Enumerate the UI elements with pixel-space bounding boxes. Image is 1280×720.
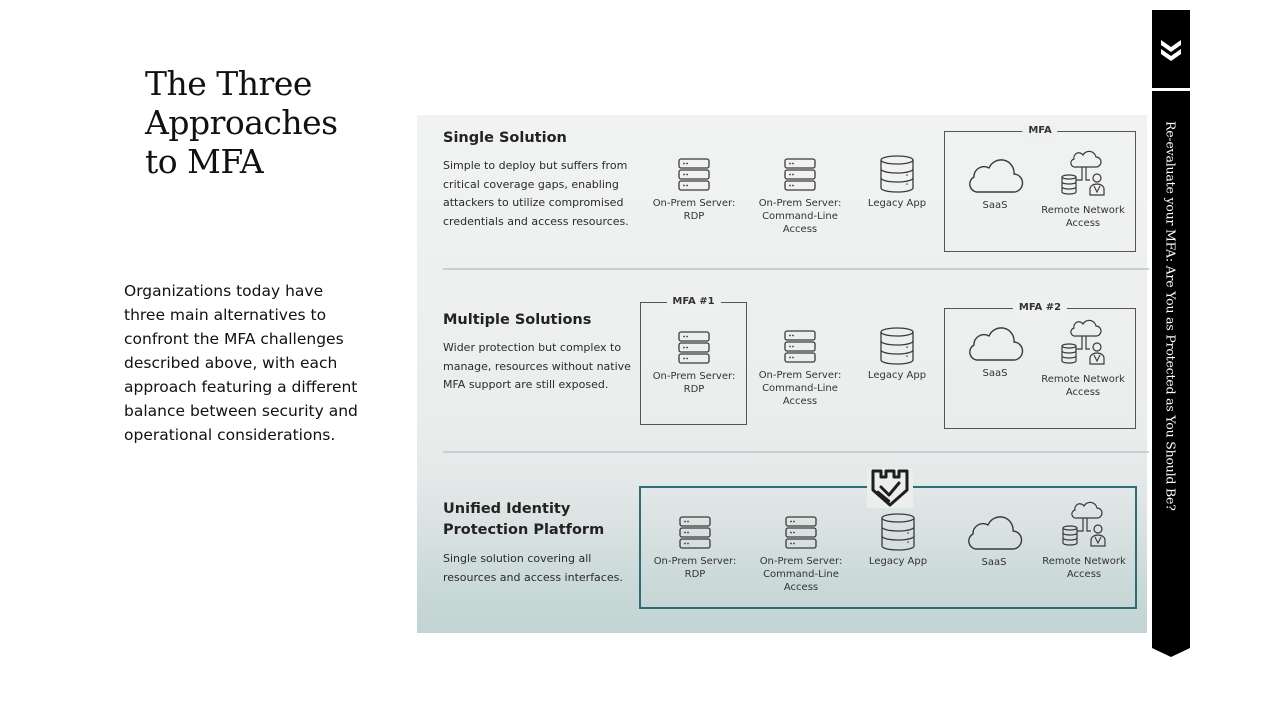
rdp-server-item: On-Prem Server: RDP [645,515,745,581]
cloud-icon [964,516,1024,552]
row-description: Wider protection but complex to manage, resources without native MFA support are still exposed. [443,341,631,391]
cli-server-item: On-Prem Server: Command-Line Access [751,515,851,594]
remote-network-item: Remote Network Access [1033,150,1133,230]
divider [443,451,1149,453]
server-icon [677,515,713,551]
row-description: Single solution covering all resources and access interfaces. [443,552,623,584]
row-single-solution [417,115,1147,268]
database-icon [879,327,915,365]
rdp-server-item: On-Prem Server: RDP [644,157,744,223]
cli-server-item: On-Prem Server: Command-Line Access [750,157,850,236]
mfa-1-box [640,296,747,425]
saas-item: SaaS [944,516,1044,569]
sidebar-title: Re-evaluate your MFA: Are You as Protected as You Should Be? [1163,121,1179,511]
remote-network-icon [1060,150,1106,200]
mfa-2-box [944,302,1136,429]
server-icon [782,157,818,193]
rdp-server-item: On-Prem Server: RDP [644,330,744,396]
server-icon [676,330,712,366]
legacy-app-item: Legacy App [847,327,947,382]
double-chevron-down-icon [1152,10,1190,88]
row-title: Unified Identity Protection Platform [443,501,605,538]
saas-item: SaaS [945,159,1045,212]
divider [443,268,1149,270]
database-icon [879,155,915,193]
row-unified-platform [417,475,1147,633]
shield-logo-backdrop [867,468,913,508]
sidebar-link[interactable] [1152,121,1190,511]
cli-server-item: On-Prem Server: Command-Line Access [750,329,850,408]
cloud-icon [965,327,1025,363]
row-title: Multiple Solutions [443,312,592,328]
sidebar-toggle-button[interactable] [1152,10,1190,88]
remote-network-item: Remote Network Access [1033,319,1133,399]
row-description: Simple to deploy but suffers from critical coverage gaps, enabling attackers to utilize compromised credentials and access resources. [443,159,629,228]
database-icon [880,513,916,551]
mfa-box-label: MFA [1022,123,1057,139]
server-icon [782,329,818,365]
page-title: The Three Approaches to MFA [145,64,338,181]
mfa-1-box-label: MFA #1 [666,294,720,310]
shield-logo-icon [867,468,913,508]
server-icon [676,157,712,193]
cloud-icon [965,159,1025,195]
legacy-app-item: Legacy App [847,155,947,210]
saas-item: SaaS [945,327,1045,380]
mfa-approaches-figure [417,115,1147,633]
legacy-app-item: Legacy App [848,513,948,568]
intro-paragraph: Organizations today have three main alternatives to confront the MFA challenges described above, with each approach featuring a different balance between security and operational considerations. [124,282,358,444]
remote-network-icon [1061,501,1107,551]
mfa-box [944,125,1136,252]
mfa-2-box-label: MFA #2 [1013,300,1067,316]
remote-network-item: Remote Network Access [1034,501,1134,581]
row-multiple-solutions [417,290,1147,450]
row-title: Single Solution [443,130,567,146]
remote-network-icon [1060,319,1106,369]
server-icon [783,515,819,551]
